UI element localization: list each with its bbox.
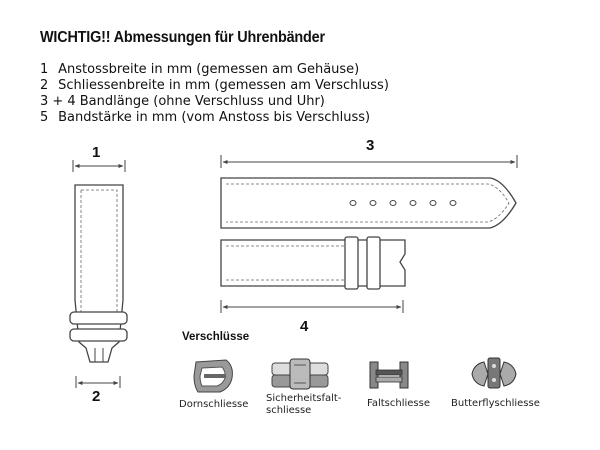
dimension-1-label: 1: [92, 144, 101, 161]
strap-keeper-1: [70, 312, 127, 324]
dimension-4-arrow: [221, 300, 403, 313]
legend-text: Bandstärke in mm (vom Anstoss bis Verschluss): [58, 110, 371, 125]
clasp-label-sicherheitsfaltschliesse: Sicherheitsfalt- schliesse: [266, 393, 342, 416]
tang-buckle-icon: [190, 356, 236, 396]
strap-loop-2: [367, 237, 380, 289]
dimension-1-arrow: [73, 160, 125, 172]
clasp-label-faltschliesse: Faltschliesse: [367, 398, 430, 409]
safety-fold-clasp-icon: [270, 357, 330, 393]
strap-long-piece: [221, 178, 516, 228]
legend-number: 2: [40, 78, 49, 93]
legend-number: 5: [40, 110, 49, 125]
dimension-3-label: 3: [366, 137, 375, 154]
closures-title: Verschlüsse: [182, 331, 250, 343]
strap-keeper-2: [70, 329, 127, 341]
folding-clasp-icon: [366, 358, 412, 392]
strap-loop-1: [345, 237, 358, 289]
dimension-2-label: 2: [92, 388, 101, 405]
legend-text: Anstossbreite in mm (gemessen am Gehäuse): [58, 62, 360, 77]
strap-short-piece: [221, 237, 405, 289]
strap-front-view: [70, 185, 127, 362]
page-title: WICHTIG!! Abmessungen für Uhrenbänder: [40, 29, 325, 46]
legend-number: 3 + 4: [40, 94, 76, 109]
legend-text: Bandlänge (ohne Verschluss und Uhr): [79, 94, 325, 109]
dimension-3-arrow: [221, 155, 517, 168]
dimension-4-label: 4: [300, 318, 309, 335]
legend-number: 1: [40, 62, 49, 77]
clasp-label-butterflyschliesse: Butterflyschliesse: [451, 398, 540, 409]
butterfly-clasp-icon: [466, 354, 522, 392]
dimension-2-arrow: [76, 376, 120, 388]
legend-text: Schliessenbreite in mm (gemessen am Verschluss): [58, 78, 389, 93]
clasp-label-dornschliesse: Dornschliesse: [179, 399, 249, 410]
